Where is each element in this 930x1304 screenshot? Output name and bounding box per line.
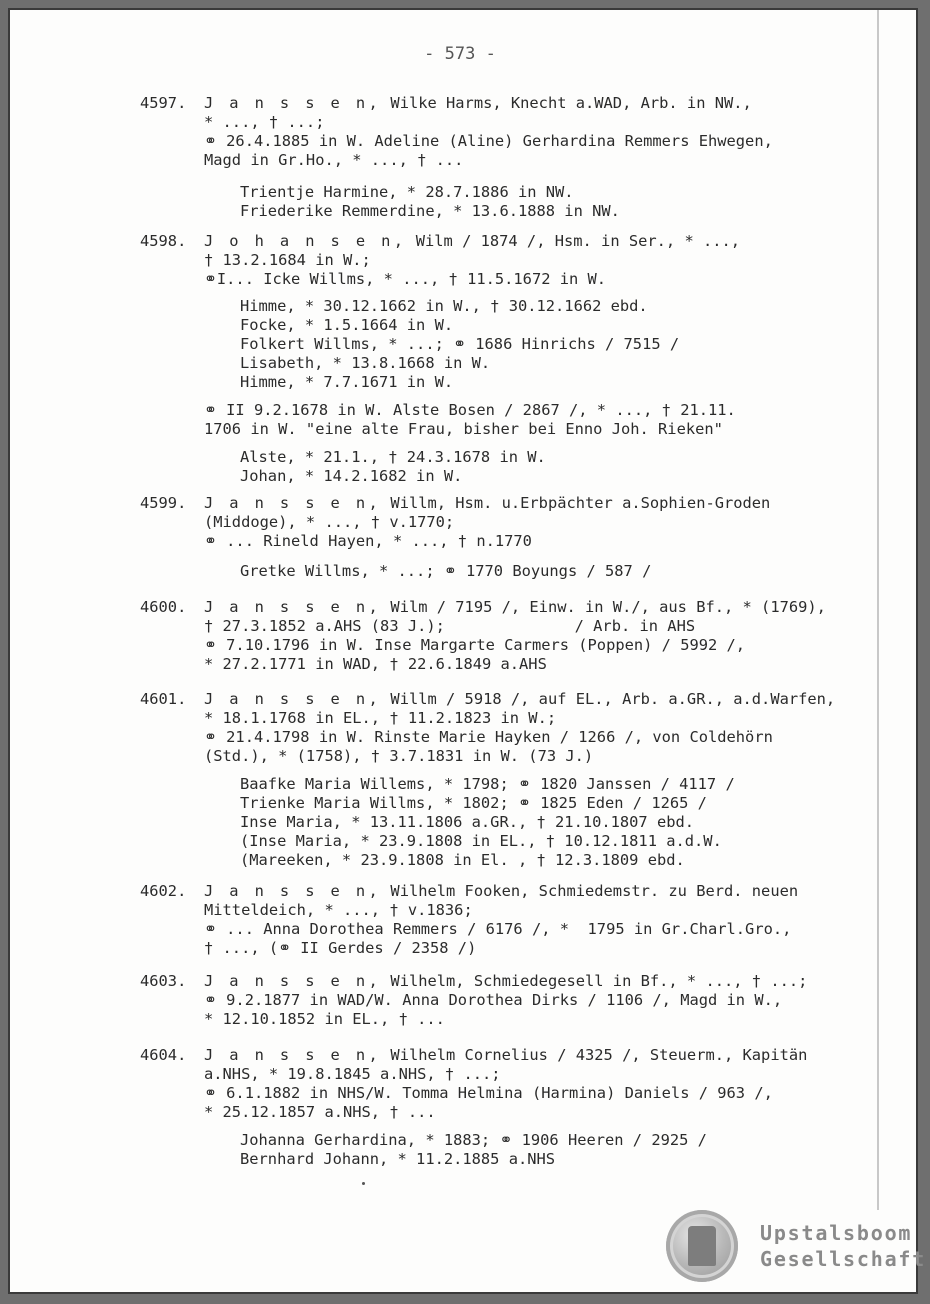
child-line: Lisabeth, * 13.8.1668 in W. [240,354,491,372]
entry-line: * ..., † ...; [204,113,325,131]
child-line: Focke, * 1.5.1664 in W. [240,316,454,334]
entry-line: ⚭ II 9.2.1678 in W. Alste Bosen / 2867 /, * ..., † 21.11. [204,401,736,419]
entry-number: 4599. [140,494,187,512]
entry-number: 4597. [140,94,187,112]
entry-surname: J a n s s e n, [204,94,382,112]
child-line: Johan, * 14.2.1682 in W. [240,467,463,485]
entry-line: Wilhelm, Schmiedegesell in Bf., * ..., † ...; [381,972,808,990]
entry-line: * 12.10.1852 in EL., † ... [204,1010,445,1028]
entry-line: a.NHS, * 19.8.1845 a.NHS, † ...; [204,1065,501,1083]
entry-number: 4598. [140,232,187,250]
child-line: Himme, * 30.12.1662 in W., † 30.12.1662 ebd. [240,297,648,315]
entry-line: † 27.3.1852 a.AHS (83 J.); / Arb. in AHS [204,617,696,635]
entry-4599 [140,494,875,581]
entry-line: ⚭I... Icke Willms, * ..., † 11.5.1672 in W. [204,270,607,288]
child-line: Baafke Maria Willems, * 1798; ⚭ 1820 Janssen / 4117 / [240,775,735,793]
entry-number: 4604. [140,1046,187,1064]
child-line: Trientje Harmine, * 28.7.1886 in NW. [240,183,574,201]
entry-line: Willm / 5918 /, auf EL., Arb. a.GR., a.d.Warfen, [381,690,836,708]
logo-text [760,1220,926,1272]
entry-line: Wilm / 7195 /, Einw. in W./, aus Bf., * (1769), [381,598,826,616]
entry-line: 1706 in W. "eine alte Frau, bisher bei Enno Joh. Rieken" [204,420,723,438]
entry-line: Willm, Hsm. u.Erbpächter a.Sophien-Groden [381,494,771,512]
upstalsboom-logo [660,1210,927,1286]
seal-icon [666,1210,738,1282]
entry-line: ⚭ ... Anna Dorothea Remmers / 6176 /, * 1795 in Gr.Charl.Gro., [204,920,792,938]
entry-4600 [140,598,875,674]
entry-line: Wilm / 1874 /, Hsm. in Ser., * ..., [406,232,741,250]
entry-4597 [140,94,875,221]
entry-line: ⚭ 6.1.1882 in NHS/W. Tomma Helmina (Harmina) Daniels / 963 /, [204,1084,773,1102]
entry-4602 [140,882,875,958]
entry-line: † 13.2.1684 in W.; [204,251,371,269]
child-line: Bernhard Johann, * 11.2.1885 a.NHS [240,1150,556,1168]
entry-line: ⚭ ... Rineld Hayen, * ..., † n.1770 [204,532,532,550]
entry-4598 [140,232,875,486]
entry-line: Magd in Gr.Ho., * ..., † ... [204,151,464,169]
entry-surname: J a n s s e n, [204,1046,382,1064]
entry-4601 [140,690,875,870]
entry-line: ⚭ 21.4.1798 in W. Rinste Marie Hayken / 1266 /, von Coldehörn [204,728,773,746]
entry-line: * 18.1.1768 in EL., † 11.2.1823 in W.; [204,709,557,727]
entry-line: * 25.12.1857 a.NHS, † ... [204,1103,436,1121]
entry-number: 4602. [140,882,187,900]
entry-surname: J a n s s e n, [204,882,382,900]
entry-line: † ..., (⚭ II Gerdes / 2358 /) [204,939,477,957]
entry-line: ⚭ 9.2.1877 in WAD/W. Anna Dorothea Dirks / 1106 /, Magd in W., [204,991,783,1009]
entry-surname: J o h a n s e n, [204,232,407,250]
entry-line: Wilhelm Cornelius / 4325 /, Steuerm., Kapitän [381,1046,808,1064]
child-line: (Inse Maria, * 23.9.1808 in EL., † 10.12.1811 a.d.W. [240,832,722,850]
stray-mark [362,1182,365,1185]
entry-surname: J a n s s e n, [204,494,382,512]
child-line: Friederike Remmerdine, * 13.6.1888 in NW. [240,202,620,220]
entry-line: Mitteldeich, * ..., † v.1836; [204,901,473,919]
logo-line-1: Upstalsboom [760,1221,913,1245]
entry-number: 4600. [140,598,187,616]
entry-line: Wilhelm Fooken, Schmiedemstr. zu Berd. neuen [381,882,799,900]
entry-line: (Middoge), * ..., † v.1770; [204,513,455,531]
entry-line: Wilke Harms, Knecht a.WAD, Arb. in NW., [381,94,752,112]
child-line: Trienke Maria Willms, * 1802; ⚭ 1825 Eden / 1265 / [240,794,707,812]
entry-line: (Std.), * (1758), † 3.7.1831 in W. (73 J.) [204,747,594,765]
margin-rule [877,10,879,1210]
entry-line: ⚭ 7.10.1796 in W. Inse Margarte Carmers (Poppen) / 5992 /, [204,636,746,654]
child-line: Johanna Gerhardina, * 1883; ⚭ 1906 Heeren / 2925 / [240,1131,707,1149]
entry-line: ⚭ 26.4.1885 in W. Adeline (Aline) Gerhardina Remmers Ehwegen, [204,132,773,150]
page-number: - 573 - [424,44,496,64]
entry-surname: J a n s s e n, [204,598,382,616]
child-line: Himme, * 7.7.1671 in W. [240,373,454,391]
child-line: Folkert Willms, * ...; ⚭ 1686 Hinrichs / 7515 / [240,335,680,353]
entry-number: 4603. [140,972,187,990]
child-line: (Mareeken, * 23.9.1808 in El. , † 12.3.1809 ebd. [240,851,685,869]
entry-line: * 27.2.1771 in WAD, † 22.6.1849 a.AHS [204,655,547,673]
document-page [8,8,927,1294]
entry-4604 [140,1046,875,1169]
child-line: Alste, * 21.1., † 24.3.1678 in W. [240,448,546,466]
entry-surname: J a n s s e n, [204,690,382,708]
logo-line-2: Gesellschaft [760,1247,927,1271]
entry-4603 [140,972,875,1029]
child-line: Inse Maria, * 13.11.1806 a.GR., † 21.10.1807 ebd. [240,813,695,831]
child-line: Gretke Willms, * ...; ⚭ 1770 Boyungs / 587 / [240,562,652,580]
entry-number: 4601. [140,690,187,708]
entry-surname: J a n s s e n, [204,972,382,990]
